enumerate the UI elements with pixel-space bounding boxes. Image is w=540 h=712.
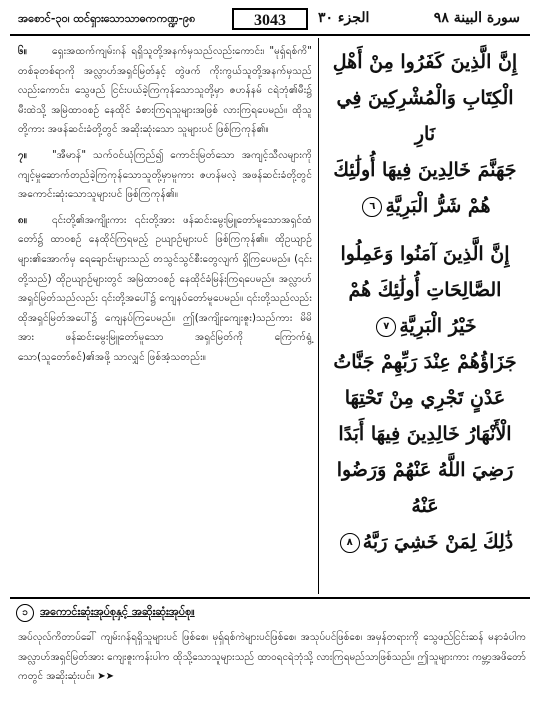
- footnote-heading: [16, 604, 195, 622]
- verse-number: ၇။: [18, 149, 27, 161]
- juz-label: الجزء ٣٠: [318, 10, 370, 26]
- arabic-line: [325, 524, 525, 560]
- verse-text: ၎င်းတို့၏အကျိုးကား ၎င်းတို့အား ဖန်ဆင်းမွေးမြူတော်မူသောအရှင်ထံတော်၌ ထာဝစဉ် နေထိုင်ကြရမည့် ဥယျာဉ်များပင် ဖြစ်ကြကုန်၏။ ထိုဥယျာဉ်များ၏အောက်မှ ရေချောင်းများသည် တသွင်သွင်စီးတွေလျက် ရှိကြပေမည်။ (၎င်းတို့သည်) ထိုဥယျာဉ်များတွင် အမြဲထာဝစဉ် နေထိုင်ခံမြန်းကြရပေမည်။ အလ္လာဟ်အရှင်မြတ်သည်လည်း ၎င်းတို့အပေါ်၌ ကျေနပ်တော်မူပေမည်။ ၎င်းတို့သည်လည်း ထိုအရှင်မြတ်အပေါ်၌ ကျေနပ်ကြပေမည်။ ဤ(အကျိုးကျေးဇူး)သည်ကား မိမိအား ဖန်ဆင်းမွေးမြူတော်မူသော အရှင်မြတ်ကို ကြောက်ရွံ့သော(သူတော်စင်)၏အဖို့ သာလျှင် ဖြစ်အံ့သတည်း။: [18, 214, 312, 363]
- page-number-box: 3043: [232, 8, 308, 30]
- arabic-verse-6: [325, 44, 525, 224]
- verse-number: ၆။: [18, 46, 27, 57]
- verse-text: ရှေးအထက်ကျမ်းဂန် ရရှိသူတို့အနက်မှသည်လည်းကောင်း၊ "မုရှ်ရစ်ကိ" တစ်ခုတစ်ရာကို အလ္လာဟ်အရှင်မြတ်နှင့် တွဲဖက် ကိုးကွယ်သူတို့အနက်မှသည်လည်းကောင်း၊ သွေဖည် ငြင်းပယ်ခဲ့ကြကုန်သောသူတို့မှာ ဇဟန်နမ် ငရဲဘုံ၏မီး၌ မီးထဲသို့ အမြဲထာဝစဉ် နေထိုင် ခံစားကြရသူများအဖြစ် လားကြရပေမည်။ ထိုသူတို့ကား အဖန်ဆင်းခံတို့တွင် အဆိုးဆုံးသော သူများပင် ဖြစ်ကြကုန်၏။: [18, 46, 312, 136]
- arabic-line: جَهَنَّمَ خَالِدِينَ فِيهَا أُولَٰئِكَ: [333, 159, 517, 181]
- arabic-line: عَدْنٍ تَجْرِي مِنْ تَحْتِهَا: [344, 387, 506, 409]
- translation-column: [18, 42, 312, 374]
- header-rule: [10, 34, 530, 36]
- ayah-number-marker: ٨: [340, 533, 360, 553]
- arabic-line: جَزَاؤُهُمْ عِنْدَ رَبِّهِمْ جَنَّاتُ: [333, 351, 517, 373]
- ayah-number-marker: ٦: [362, 197, 382, 217]
- verse-number: ၈။: [18, 214, 27, 226]
- arabic-line: الصَّالِحَاتِ أُولَٰئِكَ هُمْ: [348, 279, 502, 301]
- arabic-line: إِنَّ الَّذِينَ كَفَرُوا مِنْ أَهْلِ: [332, 51, 518, 73]
- arabic-line: الْأَنْهَارُ خَالِدِينَ فِيهَا أَبَدًا: [338, 423, 512, 445]
- arabic-line: إِنَّ الَّذِينَ آمَنُوا وَعَمِلُوا: [340, 243, 510, 265]
- arabic-line: [325, 308, 525, 344]
- running-title: အစောင်-၃၀၊ ထင်ရှားသောသာဓကကဏ္ဍ-၉၈: [18, 12, 196, 25]
- page-header: [10, 6, 530, 36]
- arabic-text: ذَٰلِكَ لِمَنْ خَشِيَ رَبَّهُ: [362, 531, 514, 553]
- verse-text: "အီမာန်" သက်ဝင်ယုံကြည်၍ ကောင်းမြတ်သော အကျင့်သီလများကို ကျင့်မှုဆောက်တည်ခဲ့ကြကုန်သောသူတို့မှာမူကား ဇဟန်မလဲ့ အဖန်ဆင်းခံတို့တွင် အကောင်းဆုံးသောသူများပင် ဖြစ်ကြကုန်၏။: [18, 149, 312, 201]
- arabic-text: هُمْ شَرُّ الْبَرِيَّةِ: [385, 195, 491, 217]
- translation-verse-7: [18, 146, 312, 205]
- translation-verse-8: [18, 211, 312, 368]
- arabic-line: [325, 188, 525, 224]
- ayah-number-marker: ٧: [376, 317, 396, 337]
- translation-verse-6: [18, 42, 312, 140]
- footnote-title: အကောင်းဆုံးအုပ်စုနှင့် အဆိုးဆုံးအုပ်စု။: [40, 605, 195, 618]
- surah-label: سورة البينة ٩٨: [433, 10, 520, 26]
- arabic-text: خَيْرُ الْبَرِيَّةِ: [399, 315, 477, 337]
- arabic-line: الْكِتَابِ وَالْمُشْرِكِينَ فِي نَارِ: [336, 87, 514, 145]
- arabic-line: رَضِيَ اللَّهُ عَنْهُمْ وَرَضُوا عَنْهُ: [336, 459, 514, 517]
- column-divider: [318, 38, 319, 594]
- arabic-verse-8: [325, 344, 525, 560]
- arabic-verse-7: [325, 236, 525, 344]
- footnote-rule: [10, 597, 530, 599]
- footnote-body: အပ်လုလ်ကိတာပ်ခေါ် ကျမ်းဂန်ရရှိသူများပင် ဖြစ်စေ၊ မုရှ်ရစ်ကဲများပင်ဖြစ်စေ၊ အသုပ်ပင်ဖြစ်စေ၊ အမှန်တရားကို သွေဖည်ငြင်းဆန် မနာခံပါက အလ္လာဟ်အရှင်မြတ်အား ကျေးဇူးကန်းပါက ထိုသို့သောသူများသည် ထာဝရငရဲဘုံသို့ လားကြရမည်သာဖြစ်သည်။ ဤသူများကား ကမ္ဘာ့အဖိတော်ကတွင် အဆိုးဆုံးပင်။ ➤➤: [18, 632, 526, 682]
- footnote-number: ၁: [16, 604, 34, 622]
